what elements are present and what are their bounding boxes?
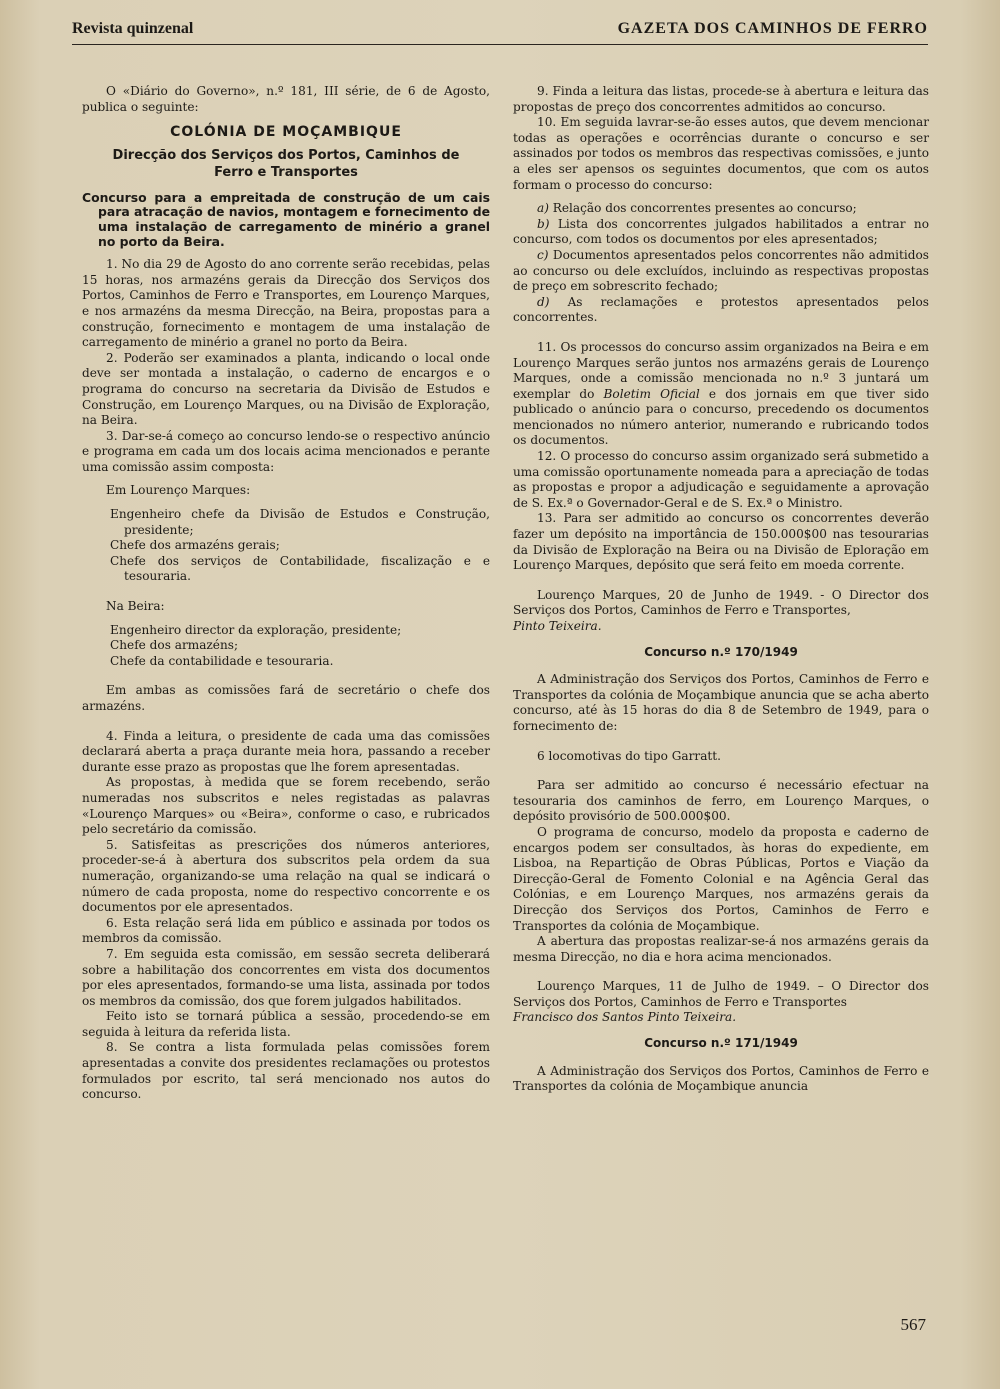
paragraph-2: 2. Poderão ser examinados a planta, indicando o local onde deve ser montada a instalação, o caderno de encargos e o programa do concurso na secretaria da Divisão de Estudos e Construção, em Lourenço Marques, ou na Divisão de Exploração, na Beira. — [82, 350, 490, 428]
paragraph-11: 11. Os processos do concurso assim organizados na Beira e em Lourenço Marques serão juntos nos armazéns gerais de Lourenço Marques, onde a comissão mencionada no n.º 3 juntará um exemplar do Boletim Oficial e dos jornais em que tiver sido publicado o anúncio para o concurso, precedendo os documentos mencionados no número anterior, numerando e rubricando todos os documentos. — [513, 339, 930, 448]
paragraph-13: 13. Para ser admitido ao concurso os concorrentes deverão fazer um depósito na importância de 150.000$00 nas tesourarias da Divisão de Exploração na Beira ou na Divisão de Eploração em Lourenço Marques, depósito que será feito em moeda corrente. — [513, 511, 929, 573]
list-item-c: c) Documentos apresentados pelos concorrentes não admitidos ao concurso ou dele excluídos, incluindo as respectivas propostas de preço em sobrescrito fechado; — [513, 247, 929, 294]
secretary-paragraph: Em ambas as comissões fará de secretário o chefe dos armazéns. — [82, 683, 490, 713]
beira-committee-list — [82, 623, 490, 670]
concurso-171-heading: Concurso n.º 171/1949 — [644, 1036, 798, 1051]
list-item-b: b) Lista dos concorrentes julgados habilitados a entrar no concurso, com todos os documentos por eles apresentados; — [513, 216, 929, 247]
paragraph-1: 1. No dia 29 de Agosto do ano corrente serão recebidas, pelas 15 horas, nos armazéns gerais da Direcção dos Serviços dos Portos, Caminhos de Ferro e Transportes, em Lourenço Marques, e nos armazéns da mesma Direcção, na Beira, propostas para a construção, fornecimento e montagem de uma instalação de carregamento de minério a granel no porto da Beira. — [82, 257, 490, 350]
concurso-170-intro: A Administração dos Serviços dos Portos, Caminhos de Ferro e Transportes da colónia de Moçambique anuncia que se acha aberto concurso, até às 15 horas do dia 8 de Setembro de 1949, para o fornecimento de: — [513, 672, 929, 733]
running-header — [72, 18, 928, 45]
paragraph-8: 8. Se contra a lista formulada pelas comissões forem apresentadas a convite dos presidentes reclamações ou protestos formulados por escrito, tal será mencionado nos autos do concurso. — [82, 1040, 490, 1102]
paragraph-7: 7. Em seguida esta comissão, em sessão secreta deliberará sobre a habilitação dos concorrentes em vista dos documentos por eles apresentados, formando-se uma lista, assinada por todos os membros da comissão, dos que forem julgados habilitados. — [82, 946, 490, 1008]
paragraph-10: 10. Em seguida lavrar-se-ão esses autos, que devem mencionar todas as operações e ocorrências durante o concurso e ser assinados por todos os membros das respectivas comissões, e junto a eles ser apensos os seguintes documentos, que com os autos formam o processo do concurso: — [513, 115, 929, 192]
concurso-170-item: 6 locomotivas do tipo Garratt. — [537, 748, 721, 763]
signature-2: Lourenço Marques, 11 de Julho de 1949. – O Director dos Serviços dos Portos, Caminhos de Ferro e Transportes Francisco dos Santos Pinto Teixeira. — [513, 979, 929, 1025]
page-number: 567 — [900, 1315, 926, 1334]
concurso-170-program: O programa de concurso, modelo da proposta e caderno de encargos podem ser consultados, às horas do expediente, em Lisboa, na Repartição de Obras Públicas, Portos e Viação da Direcção-Geral de Fomento Colonial e na Agência Geral das Colónias, e em Lourenço Marques, nos armazéns gerais da Direcção dos Serviços dos Portos, Caminhos de Ferro e Transportes da colónia de Moçambique. — [513, 824, 929, 933]
paragraph-7b: Feito isto se tornará pública a sessão, procedendo-se em seguida à leitura da referida lista. — [82, 1009, 490, 1039]
list-item: Chefe dos armazéns; — [110, 638, 239, 653]
paragraph-12: 12. O processo do concurso assim organizado será submetido a uma comissão oportunamente nomeada para a apreciação de todas as propostas e propor a adjudicação e seguidamente a aprovação de S. Ex.ª o Governador-Geral e de S. Ex.ª o Ministro. — [513, 449, 929, 510]
signature-1: Lourenço Marques, 20 de Junho de 1949. - O Director dos Serviços dos Portos, Caminhos de Ferro e Transportes, Pinto Teixeira. — [513, 587, 929, 633]
list-item: Chefe dos serviços de Contabilidade, fiscalização e e tesouraria. — [110, 553, 490, 584]
lm-committee-label: Em Lourenço Marques: — [106, 483, 251, 498]
paragraph-6: 6. Esta relação será lida em público e assinada por todos os membros da comissão. — [82, 915, 490, 946]
lm-committee-list — [82, 507, 490, 585]
tender-title: Concurso para a empreitada de construção de um cais para atracação de navios, montagem e fornecimento de uma instalação de carregamento de minério a granel no porto da Beira. — [82, 189, 490, 249]
paragraph-9: 9. Finda a leitura das listas, procede-se à abertura e leitura das propostas de preço dos concorrentes admitidos ao concurso. — [513, 84, 929, 114]
list-item: Chefe da contabilidade e tesouraria. — [110, 653, 334, 668]
header-right: GAZETA DOS CAMINHOS DE FERRO — [617, 20, 928, 37]
header-left: Revista quinzenal — [72, 20, 194, 37]
list-item: Engenheiro chefe da Divisão de Estudos e Construção, presidente; — [110, 507, 490, 537]
paragraph-5: 5. Satisfeitas as prescrições dos números anteriores, proceder-se-á à abertura dos subscritos pela ordem da sua numeração, organizando-se uma relação na qual se indicará o número de cada proposta, nome do respectivo concorrente e os documentos por ele apresentados. — [82, 837, 490, 915]
beira-committee-label: Na Beira: — [106, 599, 165, 614]
section-heading: COLÓNIA DE MOÇAMBIQUE — [170, 124, 402, 141]
section-subheading: Direcção dos Serviços dos Portos, Caminhos de Ferro e Transportes — [112, 147, 460, 180]
paragraph-4: 4. Finda a leitura, o presidente de cada uma das comissões declarará aberta a praça durante meia hora, passando a receber durante esse prazo as propostas que lhe forem apresentadas. — [82, 728, 490, 774]
concurso-170-deposit: Para ser admitido ao concurso é necessário efectuar na tesouraria dos caminhos de ferro, em Lourenço Marques, o depósito provisório de 500.000$00. — [513, 778, 929, 824]
list-item: Engenheiro director da exploração, presidente; — [110, 622, 402, 637]
list-item-d: d) As reclamações e protestos apresentados pelos concorrentes. — [513, 294, 929, 325]
concurso-170-heading: Concurso n.º 170/1949 — [644, 644, 798, 659]
list-item: Chefe dos armazéns gerais; — [110, 538, 280, 553]
paragraph-3: 3. Dar-se-á começo ao concurso lendo-se o respectivo anúncio e programa em cada um dos locais acima mencionados e perante uma comissão assim composta: — [82, 428, 490, 474]
concurso-170-opening: A abertura das propostas realizar-se-á nos armazéns gerais da mesma Direcção, no dia e hora acima mencionados. — [513, 934, 929, 964]
concurso-171-intro: A Administração dos Serviços dos Portos, Caminhos de Ferro e Transportes da colónia de Moçambique anuncia — [513, 1063, 929, 1094]
right-column — [513, 84, 929, 1095]
left-column — [82, 84, 490, 1103]
list-item-a: a) Relação dos concorrentes presentes ao concurso; — [537, 201, 857, 216]
paragraph-4b: As propostas, à medida que se forem recebendo, serão numeradas nos subscritos e neles registadas as palavras «Lourenço Marques» ou «Beira», conforme o caso, e rubricados pelo secretário da comissão. — [82, 775, 490, 837]
intro-paragraph: O «Diário do Governo», n.º 181, III série, de 6 de Agosto, publica o seguinte: — [82, 84, 490, 114]
